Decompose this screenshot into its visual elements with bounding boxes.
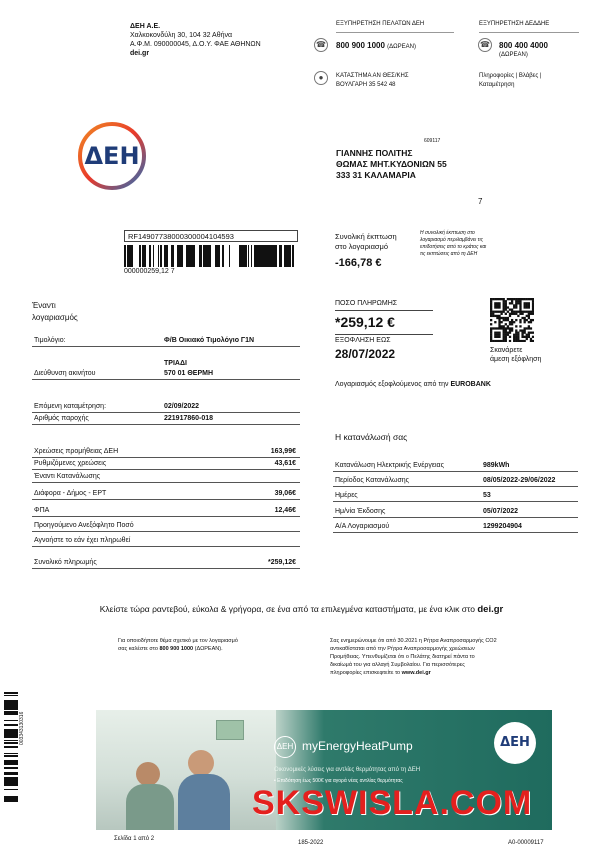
company-name: ΔΕΗ Α.Ε. <box>130 23 161 30</box>
charge-value: 12,46€ <box>274 507 296 514</box>
info-right-line-4: δικαίωμά του για αλλαγή Συμβολαίου. Για περισσότερες <box>330 662 465 668</box>
company-web: dei.gr <box>130 50 150 57</box>
next-reading-label: Επόμενη καταμέτρηση: <box>34 403 107 410</box>
info-right-pre: πληροφορίες επισκεφτείτε το <box>330 670 401 676</box>
qr-code[interactable] <box>490 298 534 342</box>
consumption-row <box>333 474 578 487</box>
tariff-value: Φ/Β Οικιακό Τιμολόγιο Γ1Ν <box>164 337 255 344</box>
promo-text: Κλείστε τώρα ραντεβού, εύκολα & γρήγορα, σε ένα από τα επιλεγμένα καταστήματα, με ένα κλικ στο <box>99 604 475 614</box>
info-left <box>118 637 308 653</box>
against-1: Έναντι <box>32 301 56 310</box>
page-mark: 7 <box>478 197 483 206</box>
consumption-label: Περίοδος Κατανάλωσης <box>335 477 410 484</box>
due-label: ΕΞΟΦΛΗΣΗ ΕΩΣ <box>335 337 391 344</box>
total-value: *259,12€ <box>267 559 296 566</box>
consumption-row <box>333 520 578 533</box>
charge-label: ΦΠΑ <box>34 507 50 514</box>
info-left-pre: σας καλέστε στο <box>118 646 158 652</box>
property-line-1: ΤΡΙΑΔΙ <box>164 360 187 367</box>
deddie-phone: 800 400 4000 <box>499 41 548 50</box>
banner-bullet: • Επιδότηση έως 500€ για αγορά νέας αντλίας θερμότητας <box>274 778 403 784</box>
payment-amount: *259,12 € <box>335 314 395 330</box>
recipient-address <box>336 148 447 181</box>
company-info <box>130 22 290 58</box>
person-body-icon <box>126 784 174 830</box>
phone-icon: ☎ <box>314 38 328 52</box>
info-right-line-3: Προμήθειας. Υπενθυμίζεται ότι ο Πελάτης διατηρεί πάντα το <box>330 654 475 660</box>
info-left-phone: 800 900 1000 <box>159 646 194 652</box>
amount-label: ΠΟΣΟ ΠΛΗΡΩΜΗΣ <box>335 300 398 307</box>
banner-subtitle: Οικονομικές λύσεις για αντλίες θερμότητας από τη ΔΕΗ <box>274 767 421 773</box>
bank-text: Λογαριασμός εξοφλούμενος από την <box>335 381 449 388</box>
charge-row <box>32 471 300 483</box>
footer-code-right: Α0-00009117 <box>508 840 544 846</box>
company-tax: Α.Φ.Μ. 090000045, Δ.Ο.Υ. ΦΑΕ ΑΘΗΝΩΝ <box>130 41 261 48</box>
deddie-title: ΕΞΥΠΗΡΕΤΗΣΗ ΔΕΔΔΗΕ <box>479 21 550 27</box>
consumption-label: Α/Α Λογαριασμού <box>335 523 390 530</box>
info-right-line-5 <box>330 669 545 677</box>
consumption-value: 1299204904 <box>483 523 522 530</box>
consumption-value: 53 <box>483 492 491 499</box>
charge-row <box>32 446 300 458</box>
person-body-icon <box>178 774 230 830</box>
consumption-row <box>333 505 578 518</box>
recipient-code: 609117 <box>424 138 441 144</box>
charge-row <box>32 488 300 500</box>
consumption-value: 08/05/2022-29/06/2022 <box>483 477 556 484</box>
promo-link[interactable]: dei.gr <box>477 604 504 615</box>
barcode-image <box>124 245 298 267</box>
charge-row <box>32 505 300 517</box>
charge-value: 43,61€ <box>274 460 296 467</box>
banner-logo: ΔΕΗ <box>494 722 536 764</box>
charge-label: Χρεώσεις προμήθειας ΔΕΗ <box>34 448 119 455</box>
consumption-value: 05/07/2022 <box>483 508 519 515</box>
info-right-line-1: Σας ενημερώνουμε ότι από 30.2021 η Ρήτρα Αναπροσαρμογής CO2 <box>330 638 497 644</box>
property-label: Διεύθυνση ακινήτου <box>34 370 96 377</box>
charge-row <box>32 520 300 532</box>
customer-phone-line <box>336 41 416 50</box>
scan-1: Σκανάρετε <box>490 347 523 354</box>
store-line-1: ΚΑΤΑΣΤΗΜΑ ΑΝ ΘΕΣ/ΚΗΣ <box>336 73 409 79</box>
bank-line <box>335 381 491 388</box>
deddie-info <box>479 72 541 90</box>
recipient-street: ΘΩΜΑΣ ΜΗΤ.ΚΥΔΟΝΙΩΝ 55 <box>336 159 447 169</box>
info-left-line-1: Για οποιοδήποτε θέμα σχετικό με τον λογαριασμό <box>118 638 238 644</box>
consumption-label: Ημέρες <box>335 492 358 499</box>
info-right-line-2: αντικαθίσταται από την Ρήτρα Αναπροσαρμογής χρεώσεων <box>330 646 475 652</box>
consumption-label: Ημ/νία Έκδοσης <box>335 508 386 515</box>
dei-logo <box>76 120 148 192</box>
recipient-city: 333 31 ΚΑΛΑΜΑΡΙΑ <box>336 170 416 180</box>
footer-page: Σελίδα 1 από 2 <box>114 836 155 842</box>
bank-name: EUROBANK <box>450 381 491 388</box>
person-head-icon <box>188 750 214 776</box>
side-code: 003343130316 <box>19 711 25 745</box>
side-barcode <box>4 692 18 802</box>
store-line-2: ΒΟΥΛΓΑΡΗ 35 542 48 <box>336 82 396 88</box>
customer-phone-note: (ΔΩΡΕΑΝ) <box>387 44 416 50</box>
against-2: λογαριασμός <box>32 313 78 322</box>
discount-label <box>335 232 397 252</box>
property-line-2: 570 01 ΘΕΡΜΗ <box>164 370 214 377</box>
logo-text: ΔΕΗ <box>84 142 140 170</box>
supply-value: 221917860-018 <box>164 415 214 422</box>
banner-product: myEnergyHeatPump <box>302 739 413 753</box>
consumption-label: Κατανάλωση Ηλεκτρικής Ενέργειας <box>335 462 444 469</box>
charge-label: Αγνοήστε το εάν έχει πληρωθεί <box>34 537 131 544</box>
discount-label-2: στο λογαριασμό <box>335 242 389 251</box>
supply-row <box>32 413 300 425</box>
total-label: Συνολικό πληρωμής <box>34 559 97 566</box>
footer-code-mid: 185-2022 <box>298 840 324 846</box>
deddie-info-1: Πληροφορίες | Βλάβες | <box>479 73 542 79</box>
charge-label: Έναντι Κατανάλωσης <box>34 473 101 480</box>
charge-value: 163,99€ <box>270 448 296 455</box>
tariff-label: Τιμολόγιο: <box>34 337 66 344</box>
charge-row <box>32 458 300 470</box>
banner-logo-small: ΔΕΗ <box>274 736 296 758</box>
consumption-row <box>333 489 578 502</box>
property-row <box>32 368 300 380</box>
charge-value: 39,06€ <box>274 490 296 497</box>
company-address: Χαλκοκονδύλη 30, 104 32 Αθήνα <box>130 32 233 39</box>
info-left-line-2 <box>118 645 308 653</box>
promo-line <box>0 604 603 615</box>
next-reading-row <box>32 401 300 413</box>
info-right-link[interactable]: www.dei.gr <box>401 670 431 676</box>
total-row <box>32 557 300 569</box>
consumption-row <box>333 459 578 472</box>
info-right <box>330 637 545 677</box>
scan-text <box>490 346 541 364</box>
discount-note: Η συνολική έκπτωση στο λογαριασμό περιλαμβάνει τις επιδοτήσεις από το κράτος και τις εκπτώσεις από τη ΔΕΗ <box>420 230 487 257</box>
info-left-post: (ΔΩΡΕΑΝ). <box>194 646 223 652</box>
banner-photo <box>96 710 276 830</box>
due-date: 28/07/2022 <box>335 347 396 361</box>
scan-2: άμεση εξόφληση <box>490 356 542 363</box>
customer-phone: 800 900 1000 <box>336 41 385 50</box>
recipient-name: ΓΙΑΝΝΗΣ ΠΟΛΙΤΗΣ <box>336 148 413 158</box>
next-reading-value: 02/09/2022 <box>164 403 200 410</box>
frame-icon <box>216 720 244 740</box>
discount-amount: -166,78 € <box>335 257 382 269</box>
consumption-value: 989kWh <box>483 462 510 469</box>
charge-label: Προηγούμενο Ανεξόφλητο Ποσό <box>34 522 134 529</box>
charge-row <box>32 535 300 547</box>
store-info <box>336 72 409 90</box>
deddie-info-2: Καταμέτρηση <box>479 82 515 88</box>
deddie-phone-note: (ΔΩΡΕΑΝ) <box>499 52 528 58</box>
customer-service-title: ΕΞΥΠΗΡΕΤΗΣΗ ΠΕΛΑΤΩΝ ΔΕΗ <box>336 21 425 27</box>
watermark: SKSWISLA.COM <box>252 784 533 822</box>
against-account <box>32 300 78 324</box>
barcode-number: 000000259,12 7 <box>124 268 175 275</box>
consumption-title: Η κατανάλωσή σας <box>335 432 408 442</box>
discount-label-1: Συνολική έκπτωση <box>335 232 397 241</box>
tariff-row <box>32 335 300 347</box>
supply-label: Αριθμός παροχής <box>34 415 89 422</box>
charge-label: Ρυθμιζόμενες χρεώσεις <box>34 460 107 467</box>
charge-label: Διάφορα - Δήμος - ΕΡΤ <box>34 490 107 497</box>
store-icon: ● <box>314 71 328 85</box>
phone-icon-deddie: ☎ <box>478 38 492 52</box>
person-head-icon <box>136 762 160 786</box>
rf-code: RF14907738000300004104593 <box>124 230 298 242</box>
